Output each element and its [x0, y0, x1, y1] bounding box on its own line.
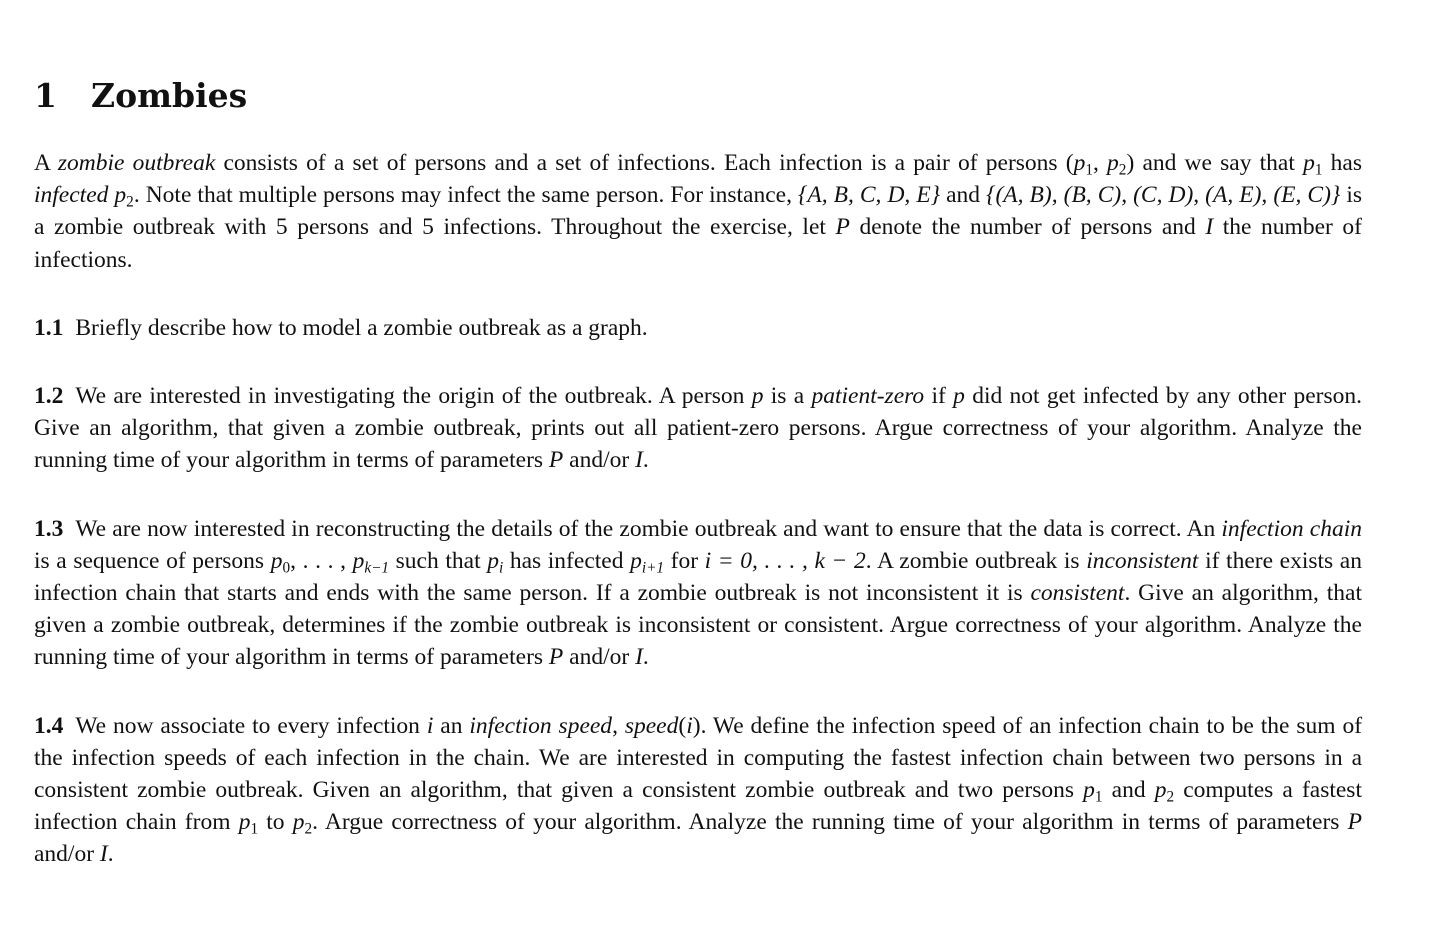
term-infection-chain: infection chain [1221, 515, 1363, 542]
term-infection-speed: infection speed [469, 712, 613, 739]
section-number: 1 [34, 76, 57, 115]
section-title: Zombies [91, 76, 248, 115]
question-1-1: 1.1 Briefly describe how to model a zombie outbreak as a graph. [34, 314, 648, 341]
term-speed-function: speed [624, 712, 679, 739]
question-1-3: 1.3 We are now interested in reconstructing the details of the zombie outbreak and want to ensure that the data is correct. An infection chain is a sequence of persons $p_0$, . . . , $p_{k-1}$ such that $p_i$ has infected $p_{i+1}$ for i = 0, . . . , k − 2. A zombie outbreak is inconsistent if there exists an infection chain that starts and ends with the same person. If a zombie outbreak is not inconsistent it is consistent. Give an algorithm, that given a zombie outbreak, determines if the zombie outbreak is inconsistent or consistent. Argue correctness of your algorithm. Analyze the running time of your algorithm in terms of parameters P and/or I. [34, 515, 1363, 671]
term-infected: infected [34, 182, 109, 209]
section-heading [34, 74, 1362, 118]
question-number: 1.3 [34, 515, 64, 542]
infections-set: {(A, B), (B, C), (C, D), (A, E), (E, C)} [986, 182, 1341, 209]
term-inconsistent: inconsistent [1086, 547, 1199, 574]
index-range: i = 0, . . . , k − 2 [704, 547, 866, 574]
term-zombie-outbreak: zombie outbreak [57, 150, 216, 176]
document-page [34, 74, 1362, 871]
question-number: 1.1 [34, 314, 64, 341]
question-number: 1.2 [34, 383, 64, 410]
term-patient-zero: patient-zero [811, 383, 925, 410]
persons-set: {A, B, C, D, E} [797, 182, 941, 209]
term-consistent: consistent [1030, 580, 1125, 607]
intro-paragraph: A zombie outbreak consists of a set of persons and a set of infections. Each infection is a pair of persons ($p_1$, $p_2$) and we say that $p_1$ has infected $p_2$. Note that multiple persons may infect the same person. For instance, {A, B, C, D, E} and {(A, B), (B, C), (C, D), (A, E), (E, C)} is a zombie outbreak with 5 persons and 5 infections. Throughout the exercise, let P denote the number of persons and I the number of infections. [34, 150, 1363, 273]
question-1-4: 1.4 We now associate to every infection i an infection speed, speed(i). We define the infection speed of an infection chain to be the sum of the infection speeds of each infection in the chain. We are interested in computing the fastest infection chain between two persons in a consistent zombie outbreak. Given an algorithm, that given a consistent zombie outbreak and two persons $p_1$ and $p_2$ computes a fastest infection chain from $p_1$ to $p_2$. Argue correctness of your algorithm. Analyze the running time of your algorithm in terms of parameters P and/or I. [34, 712, 1363, 868]
question-number: 1.4 [34, 712, 64, 739]
question-1-2: 1.2 We are interested in investigating the origin of the outbreak. A person p is a patient-zero if p did not get infected by any other person. Give an algorithm, that given a zombie outbreak, prints out all patient-zero persons. Argue correctness of your algorithm. Analyze the running time of your algorithm in terms of parameters P and/or I. [34, 383, 1362, 474]
